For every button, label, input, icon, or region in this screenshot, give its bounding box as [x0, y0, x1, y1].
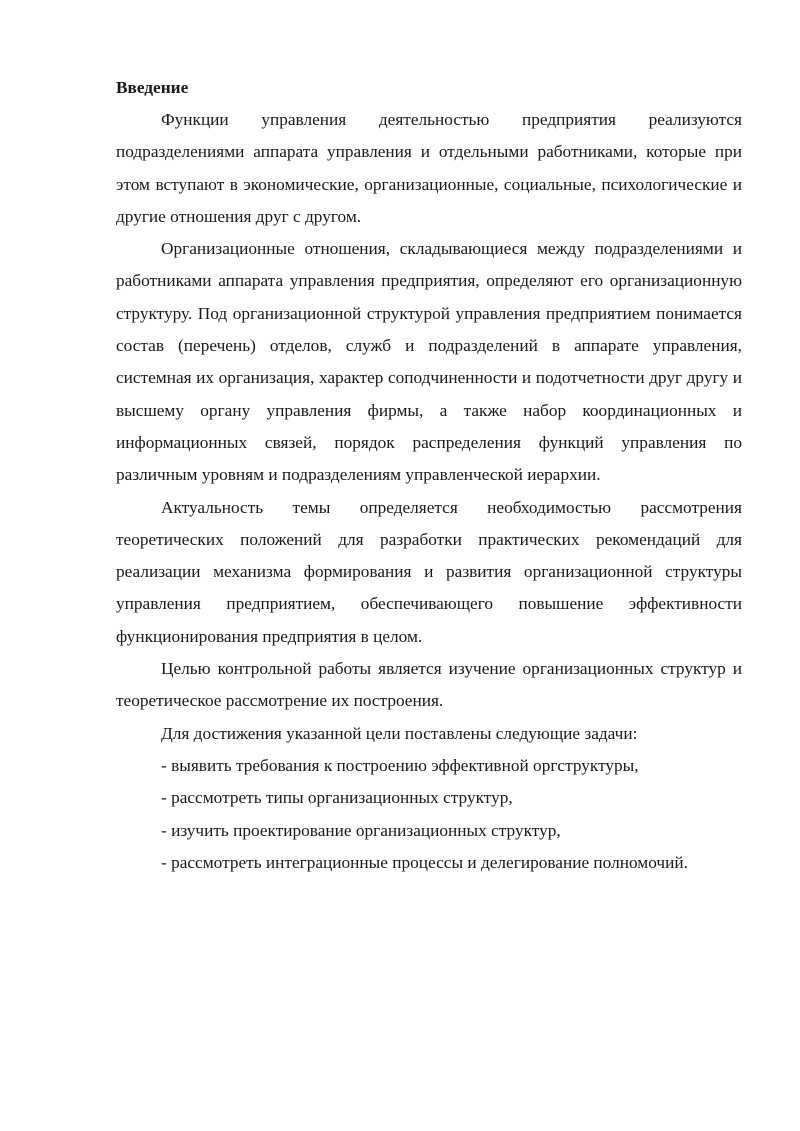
- paragraph-org-relations: Организационные отношения, складывающиеся между подразделениями и работниками аппарата управления предприятия, определяют его организационную структуру. Под организационной структурой управления предприятием понимается состав (перечень) отделов, служб и подразделений в аппарате управления, системная их организация, характер соподчиненности и подотчетности друг другу и высшему органу управления фирмы, а также набор координационных и информационных связей, порядок распределения функций управления по различным уровням и подразделениям управленческой иерархии.: [116, 239, 742, 485]
- section-heading: Введение: [116, 78, 189, 97]
- task-list-item: - рассмотреть типы организационных структур,: [161, 788, 513, 808]
- task-list-item: - изучить проектирование организационных структур,: [161, 820, 561, 840]
- paragraph-functions: Функции управления деятельностью предприятия реализуются подразделениями аппарата управления и отдельными работниками, которые при этом вступают в экономические, организационные, социальные, психологические и другие отношения друг с другом.: [116, 110, 742, 226]
- paragraph-relevance: Актуальность темы определяется необходимостью рассмотрения теоретических положений для разработки практических рекомендаций для реализации механизма формирования и развития организационной структуры управления предприятием, обеспечивающего повышение эффективности функционирования предприятия в целом.: [116, 497, 742, 646]
- task-list: [116, 750, 742, 879]
- paragraph-tasks-intro: Для достижения указанной цели поставлены следующие задачи:: [161, 723, 638, 743]
- task-list-item: - выявить требования к построению эффективной оргструктуры,: [161, 755, 639, 775]
- task-list-item: - рассмотреть интеграционные процессы и делегирование полномочий.: [161, 852, 688, 872]
- document-body: [116, 76, 742, 879]
- paragraph-goal: Целью контрольной работы является изучение организационных структур и теоретическое рассмотрение их построения.: [116, 659, 742, 711]
